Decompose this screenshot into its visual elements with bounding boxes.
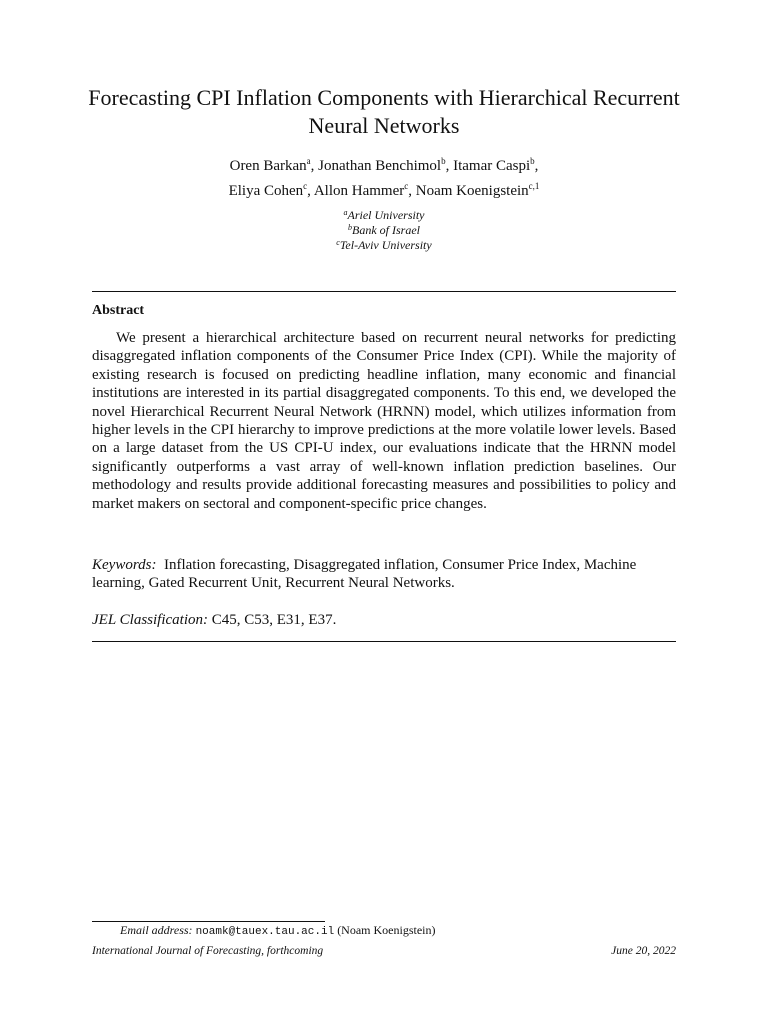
author-affil-mark: c — [303, 181, 308, 191]
abstract-top-rule — [92, 291, 676, 292]
footnote-author: (Noam Koenigstein) — [337, 923, 436, 937]
author-name: Jonathan Benchimol — [318, 158, 442, 174]
abstract-text: We present a hierarchical architecture based on recurrent neural networks for predicting disaggregated inflation components of the Consumer Price Index (CPI). While the majority of existing research is focused on predicting headline inflation, many economic and financial institutions are interested in its partial disaggregated components. To this end, we developed the novel Hierarchical Recurrent Neural Network (HRNN) model, which utilizes information from higher levels in the CPI hierarchy to improve predictions at the more volatile lower levels. Based on a large dataset from the US CPI-U index, our evaluations indicate that the HRNN model significantly outperforms a vast array of well-known inflation prediction baselines. Our methodology and results provide additional forecasting measures and possibilities to policy and market makers on sectoral and component-specific price changes. — [92, 330, 676, 512]
affiliation: $^c$Tel-Aviv University — [336, 238, 432, 252]
affiliation-list — [60, 208, 708, 253]
author-name: Allon Hammer — [313, 183, 405, 199]
abstract-bottom-rule — [92, 641, 676, 642]
abstract-heading: Abstract — [92, 303, 145, 318]
affiliation: $^b$Bank of Israel — [348, 223, 420, 237]
author-name: Itamar Caspi — [453, 158, 531, 174]
keywords — [92, 556, 676, 593]
footnote-rule — [92, 921, 325, 922]
paper-title: Forecasting CPI Inflation Components with Hierarchical Recurrent Neural Networks — [88, 85, 680, 138]
author-name: Noam Koenigstein — [415, 183, 529, 199]
author-affil-mark: c,1 — [528, 181, 540, 191]
affiliation: $^a$Ariel University — [343, 208, 425, 222]
author-affil-mark: b — [530, 156, 535, 166]
author-name: Oren Barkan — [229, 158, 307, 174]
jel-classification — [92, 611, 676, 629]
jel-label: JEL Classification: — [92, 612, 208, 628]
keywords-text: Inflation forecasting, Disaggregated inflation, Consumer Price Index, Machine learning, Gated Recurrent Unit, Recurrent Neural Networks. — [92, 557, 637, 592]
author-line-2: Eliya Cohen$^c$, Allon Hammer$^c$, Noam Koenigstein$^{c,1}$ — [228, 181, 540, 199]
author-affil-mark: a — [306, 156, 311, 166]
keywords-label: Keywords: — [92, 557, 157, 573]
footnote — [120, 923, 436, 940]
email-link[interactable]: noamk@tauex.tau.ac.il — [195, 926, 335, 938]
author-name: Eliya Cohen — [228, 183, 304, 199]
preprint-date: June 20, 2022 — [611, 945, 676, 957]
author-affil-mark: c — [404, 181, 409, 191]
author-list — [60, 154, 708, 204]
author-line-1: Oren Barkan$^a$, Jonathan Benchimol$^b$, Itamar Caspi$^b$, — [229, 156, 539, 174]
author-affil-mark: b — [441, 156, 446, 166]
journal-name: International Journal of Forecasting, forthcoming — [92, 945, 324, 957]
footnote-label: Email address: — [120, 923, 193, 937]
jel-codes: C45, C53, E31, E37. — [211, 612, 337, 628]
